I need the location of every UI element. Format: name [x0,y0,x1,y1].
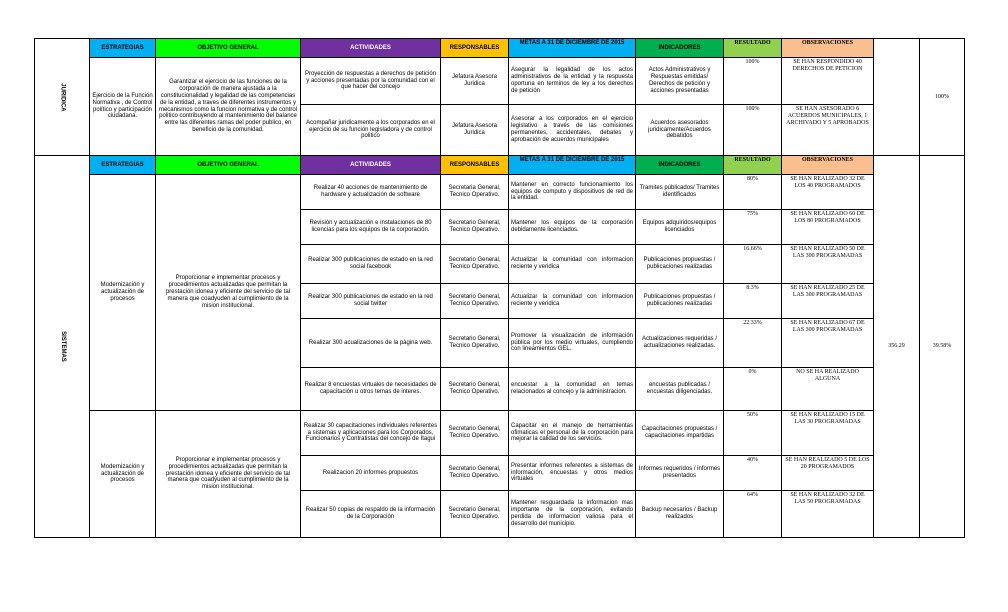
indicador-cell: Equipos adquiridos/equipos licenciados [636,210,724,245]
meta-cell: Promover la visualización de información pública por los medio virtuales, cumpliendo con lineamientos GEL. [509,319,636,368]
observacion-cell: SE HAN REALIZADO 25 DE LAS 300 PROGRAMADAS [782,284,874,319]
resultado-cell: 100% [724,105,782,156]
indicador-cell: Actos Administrativos y Respuestas emitidas/ Derechos de petición y acciones presentadas [636,58,724,105]
header-indicadores: INDICADORES [636,156,724,175]
resultado-cell: 50% [724,411,782,456]
indicador-cell: Backup necesarios / Backup realizados [636,491,724,538]
actividad-cell: Realizar 30 capacitaciones individuales referentes a sistemas y aplicaciones para los Corporados, Funcionarios y Contratistas del concejo de Itagui [301,411,441,456]
header-responsables: RESPONSABLES [441,39,509,58]
observacion-cell: NO SE HA REALIZADO ALGUNA [782,368,874,411]
observacion-cell: SE HAN REALIZADO 60 DE LOS 80 PROGRAMADOS [782,210,874,245]
observacion-cell: SE HAN REALIZADO 32 DE LAS 50 PROGRAMADAS [782,491,874,538]
header-observaciones: OBSERVACIONES [782,156,874,175]
meta-cell: Mantener en correcto funcionamiento los equipos de computo y dispositivos de red de la entidad. [509,175,636,210]
meta-cell: Presentar informes referentes a sistemas de información, encuestas y otros medios virtuales [509,456,636,491]
sistemas-percent: 39.58% [920,156,965,538]
resultado-cell: 64% [724,491,782,538]
meta-cell: Asesorar a los corporados en el ejercicio legislativo a través de las comisiones permanentes, accidentales, debates y aprobación de acuerdos municipales [509,105,636,156]
meta-cell: encuestar a la comunidad en temas relacionados al concejo y la administracion. [509,368,636,411]
observacion-cell: SE HAN REALIZADO 32 DE LOS 40 PROGRAMADOS [782,175,874,210]
header-estrategias: ESTRATEGIAS [90,156,156,175]
actividad-cell: Revisión y actualización e instalaciones de 80 licencias para los equipos de la corporación. [301,210,441,245]
responsable-cell: Secretario General, Tecnico Operativo. [441,284,509,319]
observacion-cell: SE HAN REALIZADO 15 DE LAS 30 PROGRAMADAS [782,411,874,456]
indicador-cell: Acuerdos asesorados juridicamente/Acuerdos debatidos [636,105,724,156]
resultado-cell: 75% [724,210,782,245]
header-objetivo-general: OBJETIVO GENERAL [156,39,301,58]
responsable-cell: Secretario General, Tecnico Operativo. [441,245,509,284]
meta-cell: Mantener los equipos de la corporación debidamente licenciados. [509,210,636,245]
resultado-cell: 16.66% [724,245,782,284]
actividad-cell: Realizar 300 acualizaciones de la pàgina web. [301,319,441,368]
responsable-cell: Secretario General, Tecnico Operativo. [441,411,509,456]
header-indicadores: INDICADORES [636,39,724,58]
table-row [35,58,965,105]
area-label [35,39,90,156]
resultado-cell: 40% [724,456,782,491]
juridica-percent: 100% [920,39,965,156]
resultado-cell: 8.3% [724,284,782,319]
meta-cell: Actualizar la comunidad con informacion reciente y veridica [509,245,636,284]
header-metas: METAS A 31 DE DICIEMBRE DE 2015 [509,156,636,175]
estrategia-cell: Modernización y actualización de procesos [90,411,156,538]
observacion-cell: SE HAN REALIZADO 5 DE LOS 20 PROGRAMADOS [782,456,874,491]
area-label-text: SISTEMAS [59,331,66,362]
area-label-text: JURIDICA [59,82,66,112]
indicador-cell: encuestas publicadas / encuestas diligenciadas. [636,368,724,411]
meta-cell: Actualizar la comunidad con informacion reciente y veridica [509,284,636,319]
header-responsables: RESPONSABLES [441,156,509,175]
responsable-cell: Secretaria General, Tecnico Operativo. [441,175,509,210]
header-row [35,156,965,175]
responsable-cell: Jefatura Asesora Juridica [441,105,509,156]
observacion-cell: SE HAN ASESORADO 6 ACUERDOS MUNICIPALES, 1 ARCHIVADO Y 5 APROBADOS [782,105,874,156]
estrategia-cell: Ejercicio de la Función Normativa , de Control político y participación ciudadana. [90,58,156,156]
indicador-cell: Informes requeridos / informes presentados [636,456,724,491]
objetivo-cell: Proporcionar e implementar procesos y procedimientos actualizadas que permitan la prestación idonea y eficiente del servicio de tal manera que coadyuden al cumplimiento de la mision institucional. [156,411,301,538]
responsable-cell: Secretario General, Tecnico Operativo. [441,210,509,245]
table-row [35,175,965,210]
header-objetivo-general: OBJETIVO GENERAL [156,156,301,175]
header-estrategias: ESTRATEGIAS [90,39,156,58]
resultado-cell: 22.33% [724,319,782,368]
indicador-cell: Publicaciones propuestas / publicaciones realizadas [636,284,724,319]
actividad-cell: Realizar 300 publicaciones de estado en la red social twitter [301,284,441,319]
actividad-cell: Acompañar juridicamente a los corporados en el ejercicio de su función legisladora y de control politico [301,105,441,156]
responsable-cell: Secretario General, Tecnico Operativo. [441,319,509,368]
indicador-cell: Capacitaciones propuestas / capacitaciones impartidas [636,411,724,456]
responsable-cell: Jefatura Asesora Juridica [441,58,509,105]
actividad-cell: Realizar 8 encuestas virtuales de necesidades de capacitación u otros temas de interes. [301,368,441,411]
estrategia-cell: Modernización y actualización de procesos [90,175,156,411]
meta-cell: Asegurar la legalidad de los actos administrativos de la entidad y la respuesta oportuna en terminos de ley a los derechos de petición [509,58,636,105]
actividad-cell: Realizacion 20 informes propuestos [301,456,441,491]
objetivo-cell: Proporcionar e implementar procesos y procedimientos actualizadas que permitan la prestación idonea y eficiente del servicio de tal manera que coadyuden al cumplimiento de la mision institucional. [156,175,301,411]
header-actividades: ACTIVIDADES [301,156,441,175]
actividad-cell: Realizar 50 copias de respaldo de la información de la Corporación [301,491,441,538]
meta-cell: Mantener resguardada la informacion mas importante de la corporación, evitando perdida de informacion valiosa para el desarrollo del municipio. [509,491,636,538]
observacion-cell: SE HAN REALIZADO 50 DE LAS 300 PROGRAMADAS [782,245,874,284]
actividad-cell: Realizar 300 publicaciones de estado en la red social facebook [301,245,441,284]
header-actividades: ACTIVIDADES [301,39,441,58]
resultado-cell: 80% [724,175,782,210]
objetivo-cell: Garantizar el ejercicio de las funciones de la corporación de manera ajustada a la constitucionalidad y legalidad de las competencias de la entidad, a traves de diferentes instrumentos y mecanismos como la funcion normativa y de control politico contribuyendo al mantenimiento del balance entre las diferentes ramas del poder publico, en beneficio de la comunidad. [156,58,301,156]
table-row [35,411,965,456]
responsable-cell: Secretario General, Tecnico Operativo. [441,456,509,491]
observacion-cell: SE HAN REALIZADO 67 DE LAS 300 PROGRAMADAS [782,319,874,368]
plan-table-body [35,39,965,538]
resultado-cell: 100% [724,58,782,105]
responsable-cell: Secretario General, Tecnico Operativo. [441,491,509,538]
indicador-cell: Publicaciones propuestas / publicaciones realizadas [636,245,724,284]
header-resultado: RESULTADO [724,156,782,175]
header-row [35,39,965,58]
actividad-cell: Proyección de respuestas a derechos de petición y acciones presentadas por la comunidad con el que hacer del concejo [301,58,441,105]
header-observaciones: OBSERVACIONES [782,39,874,58]
juridica-total [874,39,920,156]
area-label [35,156,90,538]
indicador-cell: Actualizaciones requeridas / actualizaciones realizadas. [636,319,724,368]
sistemas-total: 356.29 [874,156,920,538]
header-metas: METAS A 31 DE DICIEMBRE DE 2015 [509,39,636,58]
observacion-cell: SE HAN RESPONDIDO 40 DERECHOS DE PETICION [782,58,874,105]
resultado-cell: 0% [724,368,782,411]
responsable-cell: Secretario General, Tecnico Operativo. [441,368,509,411]
actividad-cell: Realizar 40 acciones de mantenimiento de hardware y actualización de software [301,175,441,210]
plan-table [34,38,965,538]
meta-cell: Capacitar en el manejo de herramientas ofimaticas el personal de la corporación para mejorar la calidad de los servicios. [509,411,636,456]
indicador-cell: Tramites públicados/ Tramites identificados [636,175,724,210]
header-resultado: RESULTADO [724,39,782,58]
